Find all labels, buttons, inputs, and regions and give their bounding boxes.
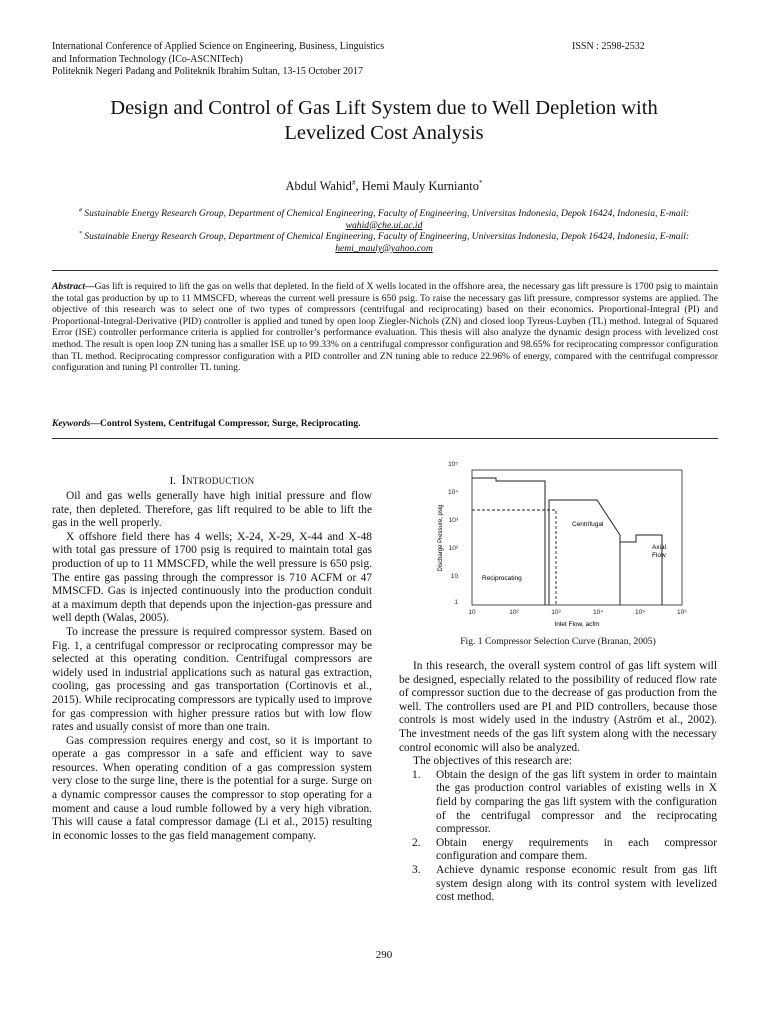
figure-caption: Fig. 1 Compressor Selection Curve (Branan, 2005) [460, 636, 656, 647]
keywords-bottom-rule [52, 438, 718, 439]
author-2-mark: * [479, 179, 483, 187]
affiliation-1-mark: # [78, 208, 82, 214]
section-title [181, 472, 255, 487]
y-tick-label: 10² [448, 545, 458, 552]
conference-line-1: International Conference of Applied Science on Engineering, Business, Linguistics [52, 41, 385, 52]
y-tick-label: 10⁵ [448, 461, 458, 468]
list-item [399, 769, 717, 837]
x-tick-label: 10 [468, 609, 476, 616]
page-number: 290 [375, 949, 393, 961]
list-text: Obtain energy requirements in each compressor configuration and compare them. [436, 836, 717, 863]
y-tick-label: 10³ [448, 517, 458, 524]
list-number: 3. [412, 863, 421, 876]
affiliation-2-mark: * [78, 231, 82, 237]
section-title-initial: I [181, 472, 187, 487]
section-heading [52, 472, 372, 488]
y-tick-label: 1 [454, 599, 458, 606]
x-axis-label: Inlet Flow, acfm [554, 621, 600, 628]
affiliation-2-text: Sustainable Energy Research Group, Department of Chemical Engineering, Faculty of Engineering, Universitas Indonesia, Depok 16424, Indonesia, E-mail: [81, 231, 690, 243]
x-tick-label: 10³ [551, 609, 561, 616]
affiliation-1-email[interactable]: wahid@che.ui.ac.id [345, 219, 423, 231]
title-line-1: Design and Control of Gas Lift System due to Well Depletion with [110, 97, 658, 119]
left-column [52, 490, 372, 843]
paragraph: The objectives of this research are: [413, 755, 573, 768]
plot-frame [472, 470, 682, 605]
keywords [52, 418, 718, 429]
section-title-rest: NTRODUCTION [186, 476, 255, 486]
x-tick-label: 10⁴ [592, 609, 604, 616]
affiliation-2-email[interactable]: hemi_mauly@yahoo.com [335, 242, 433, 254]
centrifugal-boundary [549, 500, 620, 605]
operating-point-guide [472, 510, 556, 605]
centrifugal-region-label: Centrifugal [572, 521, 604, 528]
reciprocating-boundary [472, 478, 545, 605]
y-tick-label: 10 [450, 573, 458, 580]
section-number: I. [169, 475, 176, 487]
paragraph: Gas compression requires energy and cost, so it is important to operate a gas compressor in a safe and efficient way to save resources. When operating condition of a gas compression system very close to the surge line, there is the potential for a surge. Surge on a dynamic compressor causes the compressor to stop operating for a moment and cause a loud rumble followed by a very high vibration. This will cause a fatal compressor damage (Li et al., 2015) resulting in economic losses to the gas field management company. [52, 734, 372, 842]
authors [0, 179, 768, 194]
paragraph: Oil and gas wells generally have high initial pressure and flow rate, then depleted. Therefore, gas lift required to be able to lift the gas in the well properly. [52, 490, 372, 530]
author-1: Abdul Wahid [285, 179, 352, 194]
axial-region-label-2: Flow [652, 552, 666, 559]
author-2: Hemi Mauly Kurnianto [361, 179, 480, 194]
issn: ISSN : 2598-2532 [572, 41, 645, 52]
conference-line-3: Politeknik Negeri Padang and Politeknik Ibrahim Sultan, 13-15 October 2017 [52, 66, 364, 77]
compressor-selection-chart [430, 456, 690, 636]
paragraph: To increase the pressure is required compressor system. Based on Fig. 1, a centrifugal compressor or reciprocating compressor may be selected at this operating condition. Centrifugal compressors are widely used in industrial applications such as natural gas extraction, cooling, gas processing and gas transportation (Cortinovis et al., 2015). While reciprocating compressors are typically used to improve for gas compression with higher pressure ratios but with low flow rates and usually consist of more than one train. [52, 625, 372, 734]
keywords-label: Keywords— [52, 418, 100, 429]
paper-title [40, 96, 728, 146]
list-number: 2. [412, 836, 421, 849]
keywords-text: Control System, Centrifugal Compressor, Surge, Reciprocating. [99, 418, 361, 429]
abstract-text: Gas lift is required to lift the gas on wells that depleted. In the field of X wells located in the offshore area, the necessary gas lift pressure is 1700 psig to maintain the total gas production by up to 11 MMSCFD, whereas the current well pressure is 650 psig. To raise the necessary gas lift pressure, compressor systems are applied. The objective of this research was to select one of two types of compressors (centrifugal and reciprocating) based on their economics. Proportional-Integral (PI) and Proportional-Integral-Derivative (PID) controller is applied and tuned by open loop Ziegler-Nichols (ZN) and closed loop Tyreus-Luyben (TL) method. Integral of Squared Error (ISE) controller performance criteria is applied for controller’s performance evaluation. This thesis will also analyze the dynamic design process with levelized cost method. The result is open loop ZN tuning has a smaller ISE up to 99.33% on a centrifugal compressor configuration and 98.65% for reciprocating compressor configuration than TL method. Reciprocating compressor configuration with a PID controller and ZN tuning able to reduce 22.96% of energy, compared with the centrifugal compressor configuration and tuning PI controller TL tuning. [52, 281, 718, 374]
author-1-mark: # [351, 179, 356, 187]
y-axis-label: Discharge Pressure, psig [438, 504, 444, 572]
y-tick-label: 10⁴ [447, 489, 458, 496]
abstract-top-rule [52, 270, 718, 271]
abstract-label: Abstract— [52, 281, 95, 292]
x-tick-label: 10⁵ [635, 609, 645, 616]
x-tick-label: 10⁶ [677, 609, 687, 616]
affiliation-1 [55, 206, 713, 231]
x-tick-label: 10² [509, 609, 519, 616]
list-number: 1. [412, 768, 421, 781]
reciprocating-region-label: Reciprocating [482, 575, 522, 582]
title-line-2: Levelized Cost Analysis [284, 122, 484, 144]
abstract [52, 281, 718, 374]
list-item [399, 864, 717, 905]
conference-line-2: and Information Technology (ICo-ASCNITech) [52, 53, 243, 65]
list-text: Obtain the design of the gas lift system in order to maintain the gas production control variables of existing wells in X field by comparing the gas lift system with the configuration of the centrifugal compressor and the reciprocating compressor. [436, 768, 717, 836]
list-item [399, 837, 717, 864]
author-separator: , [355, 179, 362, 194]
axial-region-label-1: Axial [652, 544, 667, 551]
conference-header [52, 41, 384, 79]
objectives-list [399, 769, 717, 905]
paragraph: X offshore field there has 4 wells; X-24, X-29, X-44 and X-48 with total gas pressure of 1700 psig is required to maintain total gas production of up to 11 MMSCFD, while the well pressure is 650 psig. The entire gas passing through the compressor is 710 ACFM or 47 MMSCFD. Gas is injected continuously into the production conduit at a maximum depth that depends upon the injection-gas pressure and well depth (Walas, 2005). [52, 530, 372, 625]
affiliation-2 [55, 229, 713, 254]
affiliation-1-text: Sustainable Energy Research Group, Department of Chemical Engineering, Faculty of Engineering, Universitas Indonesia, Depok 16424, Indonesia, E-mail: [81, 208, 690, 220]
list-text: Achieve dynamic response economic result from gas lift system design along with its control system with levelized cost method. [436, 863, 717, 904]
paragraph: In this research, the overall system control of gas lift system will be designed, especially related to the possibility of reduced flow rate of compressor suction due to the decrease of gas production from the well. The controllers used are PI and PID controllers, because those controls is most widely used in the industry (Aström et al., 2002). The investment needs of the gas lift system along with the necessary control economic will also be analyzed. [399, 660, 717, 754]
right-column [399, 660, 717, 905]
